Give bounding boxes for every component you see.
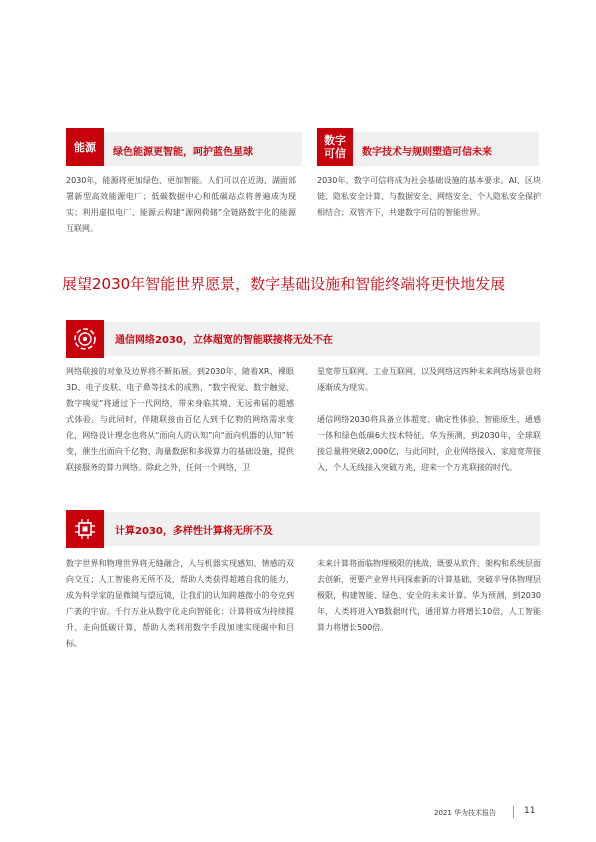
footer-divider bbox=[513, 806, 514, 818]
computing-col1: 数字世界和物理世界将无缝融合，人与机器实现感知、情感的双向交互；人工智能将无所不及，帮助人类获得超越自我的能力，成为科学家的显微镜与望远镜，让我们的认知跨越微小的夸克到广袤的宇宙。千行万业从数字化走向智能化；计算将成为持续提升，走向低碳计算，帮助人类利用数字手段加速实现碳中和目标。 bbox=[66, 559, 294, 648]
page-number: 11 bbox=[524, 806, 536, 816]
communication-col2b: 通信网络2030将具备立体超宽、确定性体验、智能原生、通感一体和绿色低碳6大技术特征。华为预测，到2030年，全球联接总量将突破2,000亿，与此同时，企业网络接入、家庭宽带接入，个人无线接入突破万兆，迎来一个万兆联接的时代。 bbox=[317, 415, 541, 472]
communication-title: 通信网络2030，立体超宽的智能联接将无处不在 bbox=[115, 335, 333, 346]
communication-icon-box bbox=[66, 320, 104, 358]
trust-title: 数字技术与规则塑造可信未来 bbox=[362, 147, 492, 158]
computing-title: 计算2030，多样性计算将无所不及 bbox=[115, 526, 273, 537]
target-icon bbox=[73, 327, 97, 351]
computing-icon-box bbox=[66, 510, 104, 548]
computing-col2: 未来计算将面临物理极限的挑战，既要从软件、架构和系统层面去创新，更要产业界共同探索新的计算基础、突破半导体物理层极限，构建智能、绿色、安全的未来计算。华为预测，到2030年，人类将进入YB数据时代，通用算力将增长10倍，人工智能算力将增长500倍。 bbox=[317, 559, 541, 632]
trust-body: 2030年，数字可信将成为社会基础设施的基本要求。AI、区块链、隐私安全计算、与数据安全、网络安全、个人隐私安全保护相结合；双管齐下，共建数字可信的智能世界。 bbox=[317, 176, 541, 217]
energy-badge: 能源 bbox=[66, 128, 104, 166]
communication-col1: 网络联接的对象及边界将不断拓展。到2030年，随着XR、裸眼3D、电子皮肤、电子鼻等技术的成熟，“数字视觉、数字触觉、数字嗅觉”将通过下一代网络，带来身临其境、无远弗届的超感式体验。与此同时，伴随联接由百亿人到千亿物的网络需求变化，网络设计理念也将从“面向人的认知”向“面向机器的认知”转变，催生出面向千亿物、海量数据和多级算力的基础设施，提供联接服务的算力网络。除此之外，任何一个网络，卫 bbox=[66, 367, 294, 472]
communication-col2a: 星宽带互联网、工业互联网，以及网络这四种未来网络场景也将逐渐成为现实。 bbox=[317, 367, 541, 392]
footer-report-title: 2021 华为技术报告 bbox=[434, 809, 497, 817]
section-heading: 展望2030年智能世界愿景，数字基础设施和智能终端将更快地发展 bbox=[62, 275, 506, 293]
energy-body: 2030年，能源将更加绿色、更加智能。人们可以在近海、湖面部署新型高效能源电厂；低碳数据中心和低碳站点将普遍成为现实；利用虚拟电厂、能源云构建“源网荷储”全链路数字化的能源互联网。 bbox=[66, 176, 296, 233]
energy-title: 绿色能源更智能，呵护蓝色星球 bbox=[113, 147, 253, 158]
trust-badge: 数字可信 bbox=[317, 128, 353, 166]
chip-icon bbox=[73, 517, 97, 541]
